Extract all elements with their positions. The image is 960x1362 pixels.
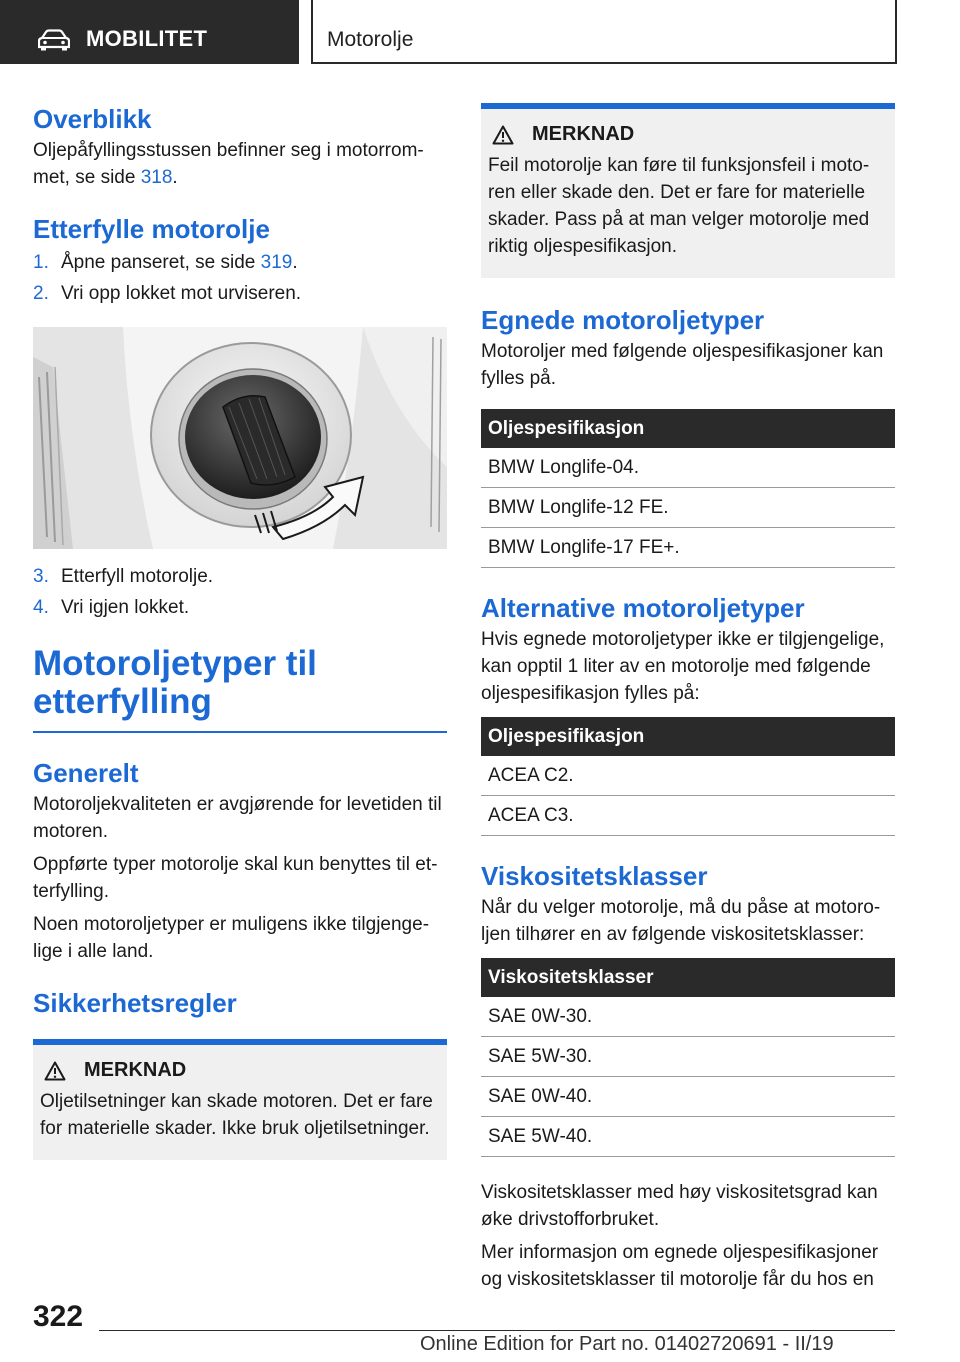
- notice-title: MERKNAD: [84, 1059, 187, 1081]
- page-link-318[interactable]: 318: [140, 167, 173, 188]
- footer-divider: [99, 1330, 895, 1331]
- table-header: Oljespesifikasjon: [481, 409, 895, 448]
- notice-box: [481, 103, 895, 278]
- steps-list-2: [33, 561, 447, 623]
- spec-table-viskositet: [481, 958, 895, 1157]
- notice-header: [492, 123, 887, 146]
- section-label: MOBILITET: [86, 26, 208, 51]
- step-item: [33, 592, 447, 623]
- table-row: ACEA C2.: [481, 756, 895, 796]
- notice-text: Feil motorolje kan føre til funksjonsfeil i moto-ren eller skade den. Det er fare for materielle skader. Pass på at man velger motorolje med riktig oljespesifikasjon.: [488, 155, 870, 257]
- table-row: ACEA C3.: [481, 796, 895, 836]
- table-row: BMW Longlife-12 FE.: [481, 488, 895, 528]
- viskositet-note: Mer informasjon om egnede oljespesifikasjoner og viskositetsklasser til motorolje får du hos en: [481, 1242, 879, 1290]
- right-column: [481, 103, 895, 1293]
- heading-sikkerhet: Sikkerhetsregler: [33, 988, 237, 1018]
- chapter-heading: Motoroljetyper til etterfylling: [33, 645, 447, 733]
- step-text: Åpne panseret, se side: [61, 252, 261, 273]
- notice-header: [44, 1059, 439, 1082]
- step-number: 3.: [33, 566, 49, 587]
- step-text: Vri opp lokket mot urviseren.: [61, 283, 302, 304]
- heading-generelt: Generelt: [33, 758, 139, 788]
- step-item: [33, 278, 447, 309]
- step-number: 4.: [33, 597, 49, 618]
- spec-table-alternative: [481, 717, 895, 836]
- warning-icon: [44, 1061, 66, 1081]
- step-item: [33, 247, 447, 278]
- table-row: SAE 5W-40.: [481, 1117, 895, 1157]
- heading-etterfylle: Etterfylle motorolje: [33, 214, 270, 244]
- heading-egnede: Egnede motoroljetyper: [481, 305, 765, 335]
- section-tab: [0, 0, 299, 64]
- oil-cap-illustration: [33, 327, 447, 549]
- table-row: BMW Longlife-17 FE+.: [481, 528, 895, 568]
- overblikk-text: [33, 137, 447, 191]
- table-row: SAE 5W-30.: [481, 1037, 895, 1077]
- heading-overblikk: Overblikk: [33, 104, 152, 134]
- table-header: Oljespesifikasjon: [481, 717, 895, 756]
- step-number: 2.: [33, 283, 49, 304]
- viskositet-text: Når du velger motorolje, må du påse at motoro-ljen tilhører en av følgende viskositetsklasser:: [481, 897, 881, 945]
- step-tail: .: [292, 252, 298, 273]
- overblikk-tail: .: [172, 167, 178, 188]
- step-item: [33, 561, 447, 592]
- step-text: Vri igjen lokket.: [61, 597, 190, 618]
- egnede-text: Motoroljer med følgende oljespesifikasjoner kan fylles på.: [481, 341, 884, 389]
- page-number: 322: [33, 1300, 84, 1333]
- left-column: [33, 103, 447, 1160]
- edition-info: Online Edition for Part no. 01402720691 - II/19: [420, 1333, 834, 1355]
- table-row: BMW Longlife-04.: [481, 448, 895, 488]
- warning-icon: [492, 125, 514, 145]
- car-icon: [38, 29, 70, 51]
- notice-box: [33, 1039, 447, 1160]
- overblikk-body: Oljepåfyllingsstussen befinner seg i motorrom-met, se side: [33, 140, 424, 188]
- table-row: SAE 0W-30.: [481, 997, 895, 1037]
- viskositet-note: Viskositetsklasser med høy viskositetsgrad kan øke drivstofforbruket.: [481, 1182, 878, 1230]
- step-text: Etterfyll motorolje.: [61, 566, 214, 587]
- generelt-paragraph: Motoroljekvaliteten er avgjørende for levetiden til motoren.: [33, 794, 442, 842]
- page-link-319[interactable]: 319: [260, 252, 293, 273]
- generelt-paragraph: Oppførte typer motorolje skal kun benyttes til et-terfylling.: [33, 854, 438, 902]
- chapter-header: [311, 0, 897, 64]
- notice-text: Oljetilsetninger kan skade motoren. Det er fare for materielle skader. Ikke bruk oljetilsetninger.: [40, 1091, 433, 1139]
- heading-viskositet: Viskositetsklasser: [481, 861, 708, 891]
- heading-alternative: Alternative motoroljetyper: [481, 593, 805, 623]
- spec-table-egnede: [481, 409, 895, 568]
- steps-list-1: [33, 247, 447, 309]
- oil-cap-drawing: [33, 327, 447, 549]
- chapter-title: Motorolje: [327, 28, 414, 51]
- generelt-paragraph: Noen motoroljetyper er muligens ikke tilgjenge-lige i alle land.: [33, 914, 430, 962]
- table-header: Viskositetsklasser: [481, 958, 895, 997]
- alternative-text: Hvis egnede motoroljetyper ikke er tilgjengelige, kan opptil 1 liter av en motorolje med følgende oljespesifikasjon fylles på:: [481, 629, 885, 704]
- notice-title: MERKNAD: [532, 123, 635, 145]
- table-row: SAE 0W-40.: [481, 1077, 895, 1117]
- step-number: 1.: [33, 252, 49, 273]
